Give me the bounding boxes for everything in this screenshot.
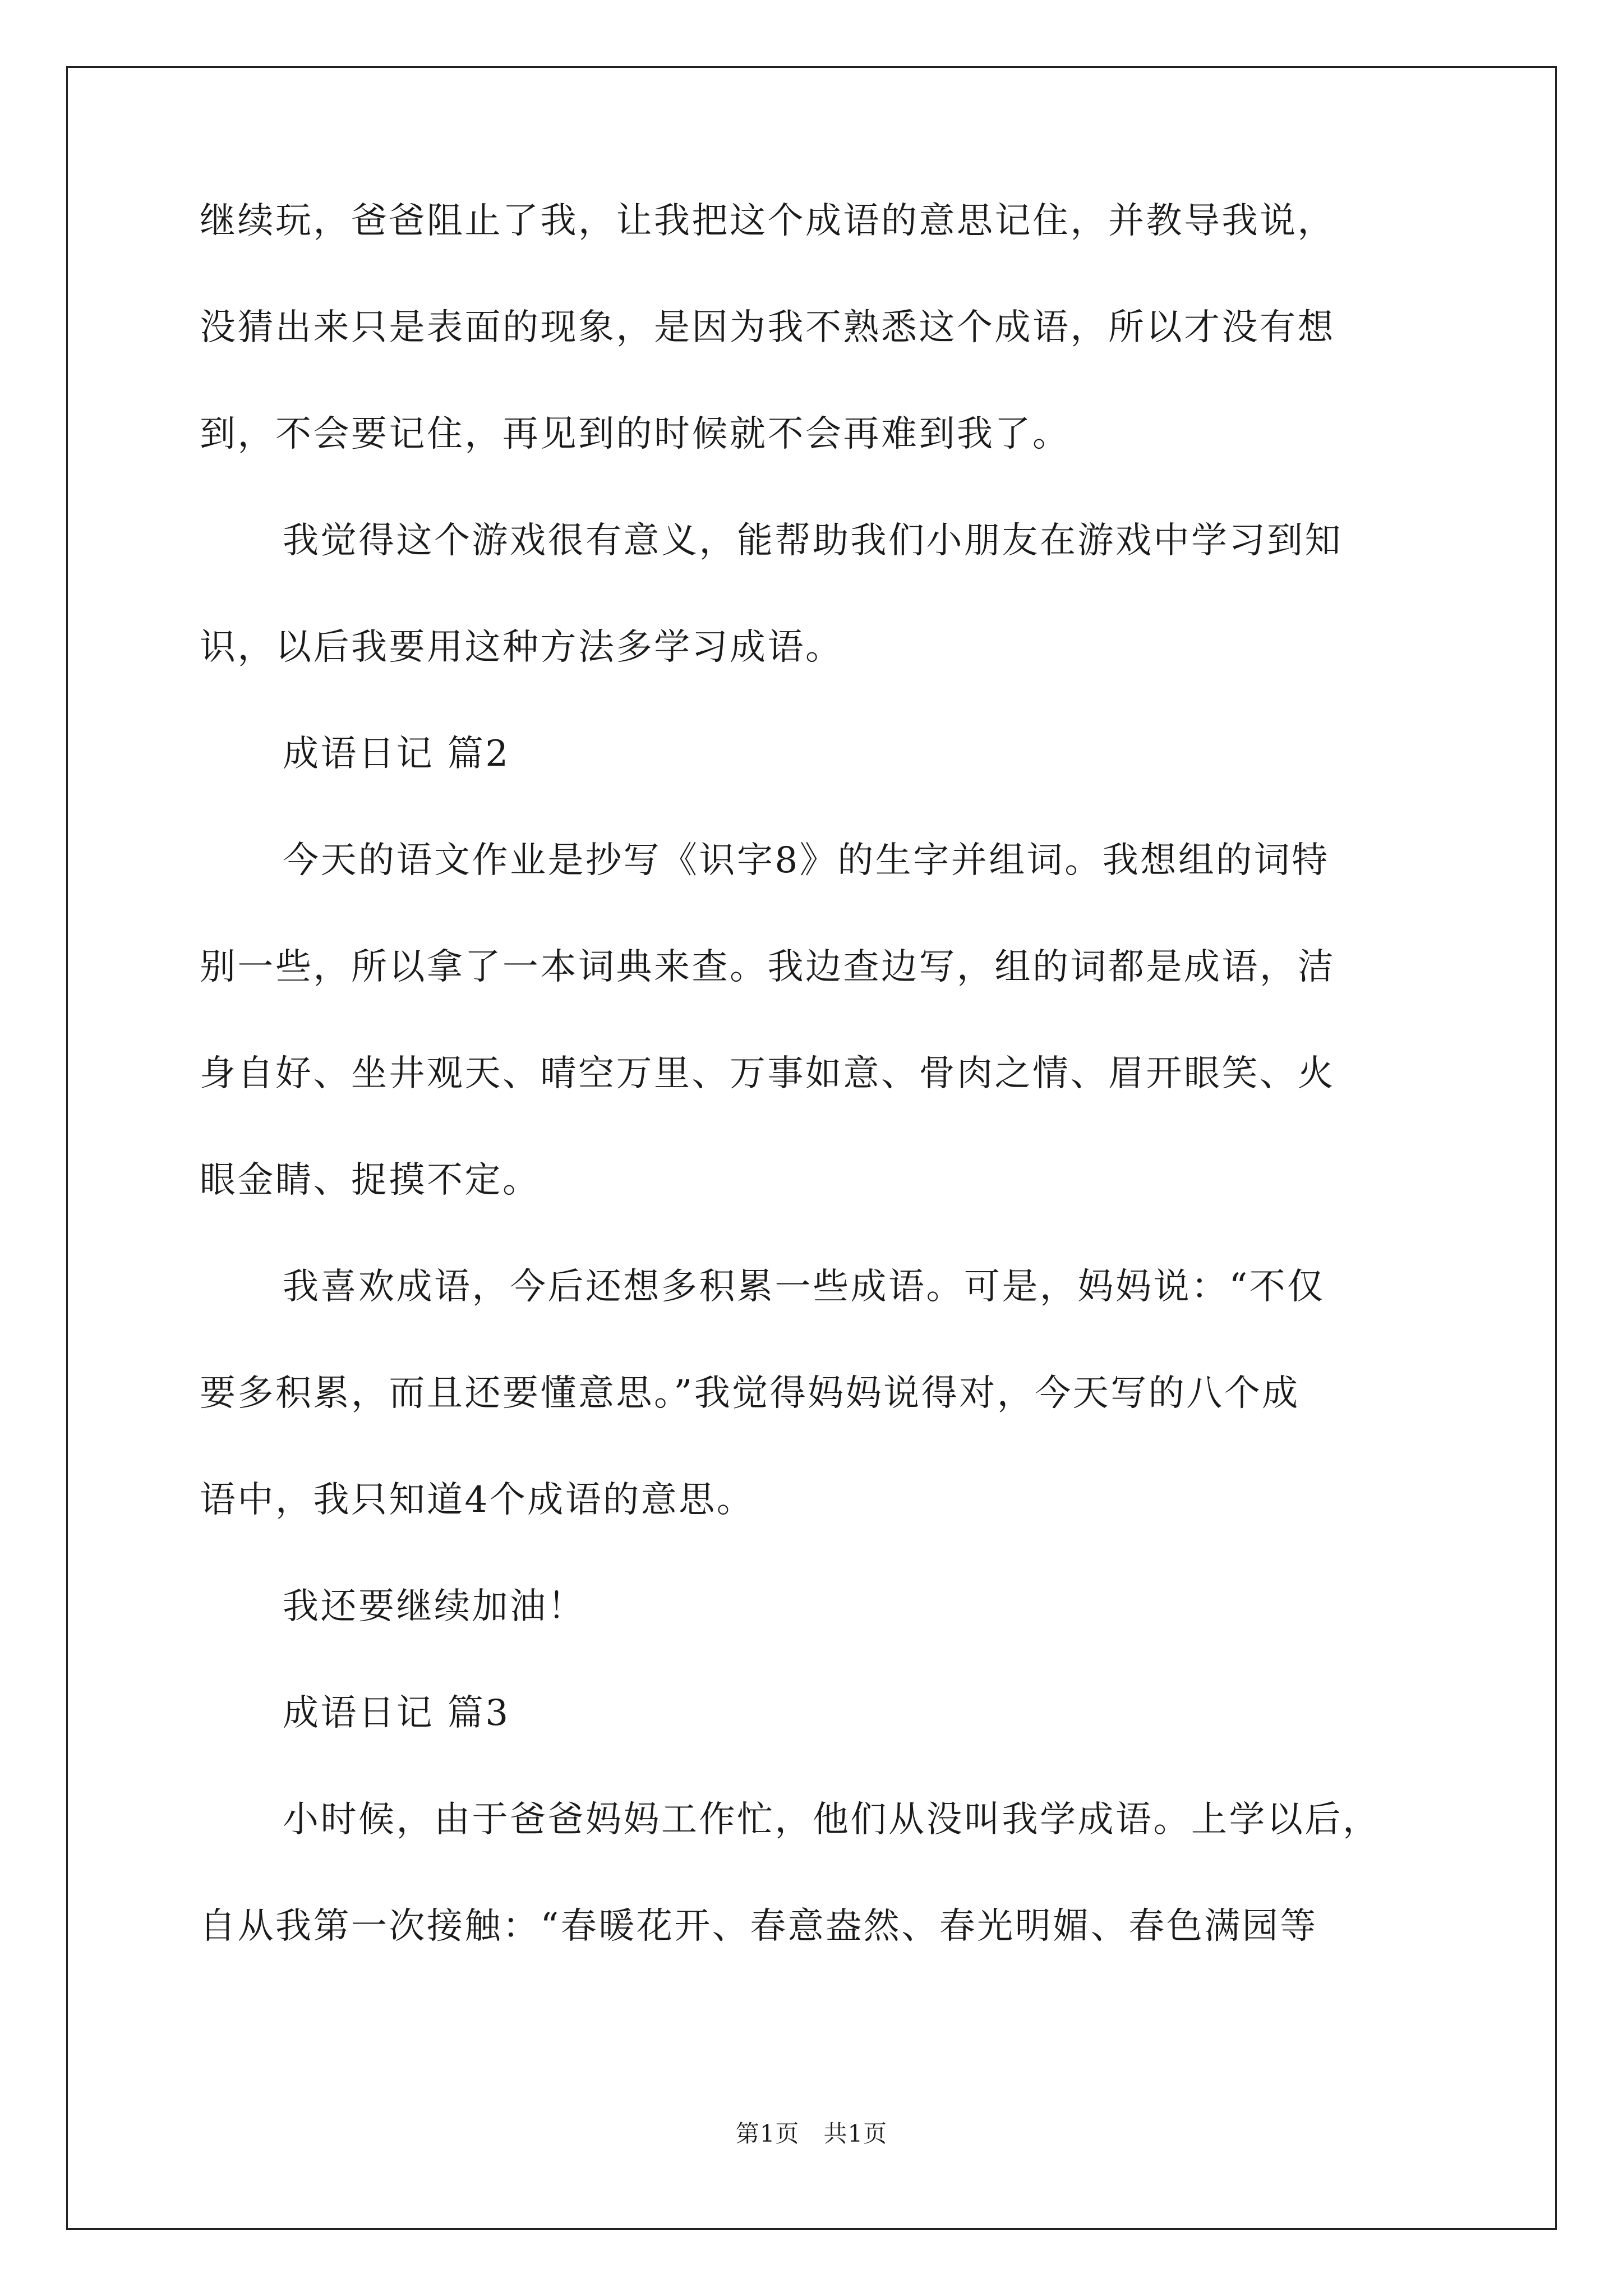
- section-heading: 成语日记 篇2: [283, 733, 510, 775]
- section-heading: 成语日记 篇3: [283, 1692, 510, 1734]
- text-line: 眼金睛、捉摸不定。: [200, 1159, 541, 1201]
- page-footer: 第1页 共1页: [735, 2120, 888, 2147]
- text-line: 我喜欢成语，今后还想多积累一些成语。可是，妈妈说：“不仅: [283, 1266, 1325, 1308]
- text-line: 身自好、坐井观天、晴空万里、万事如意、骨肉之情、眉开眼笑、火: [200, 1053, 1335, 1094]
- text-line: 我觉得这个游戏很有意义，能帮助我们小朋友在游戏中学习到知: [283, 520, 1343, 562]
- text-line: 我还要继续加油！: [283, 1586, 585, 1627]
- text-line: 今天的语文作业是抄写《识字8》的生字并组词。我想组的词特: [283, 840, 1330, 881]
- text-line: 识，以后我要用这种方法多学习成语。: [200, 627, 843, 668]
- text-line: 小时候，由于爸爸妈妈工作忙，他们从没叫我学成语。上学以后，: [283, 1799, 1381, 1841]
- text-line: 别一些，所以拿了一本词典来查。我边查边写，组的词都是成语，洁: [200, 946, 1335, 988]
- text-line: 到，不会要记住，再见到的时候就不会再难到我了。: [200, 413, 1071, 455]
- text-line: 继续玩，爸爸阻止了我，让我把这个成语的意思记住，并教导我说，: [200, 200, 1335, 242]
- text-line: 语中，我只知道4个成语的意思。: [200, 1479, 755, 1521]
- text-line: 自从我第一次接触：“春暖花开、春意盎然、春光明媚、春色满园等: [200, 1906, 1318, 1947]
- text-line: 没猜出来只是表面的现象，是因为我不熟悉这个成语，所以才没有想: [200, 307, 1335, 348]
- text-line: 要多积累，而且还要懂意思。”我觉得妈妈说得对，今天写的八个成: [200, 1373, 1300, 1414]
